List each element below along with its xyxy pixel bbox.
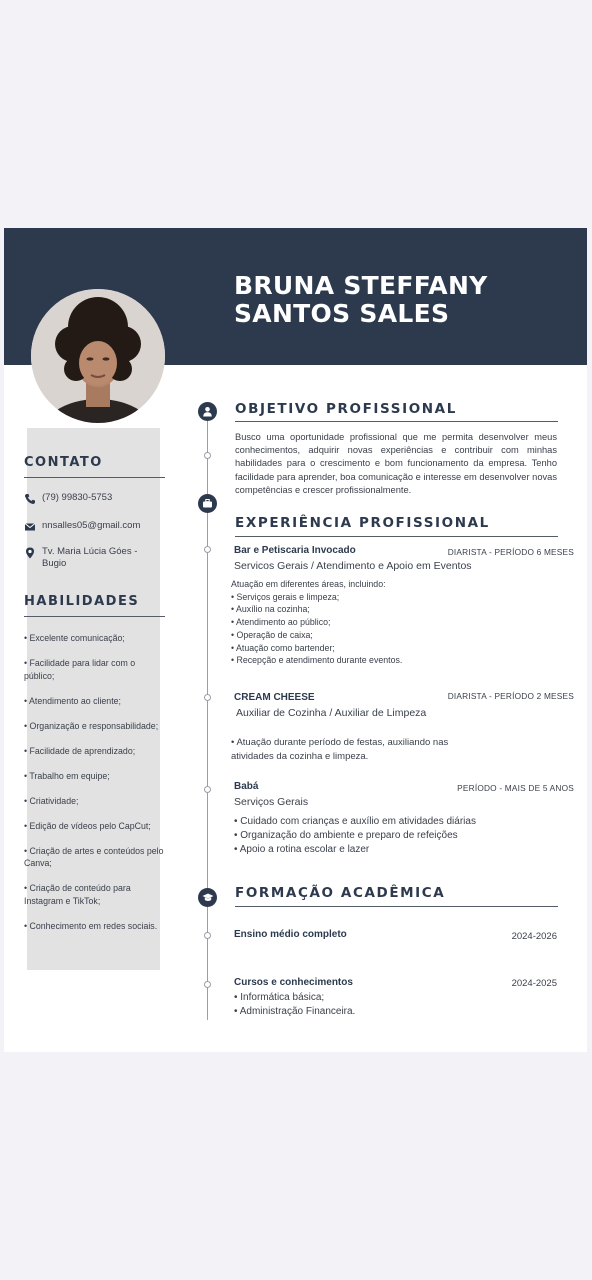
contact-heading: CONTATO [24, 455, 103, 470]
job-item: • Atuação durante período de festas, auxiliando nas [231, 737, 449, 748]
education-item: • Administração Financeira. [234, 1006, 356, 1017]
job-2-items [231, 736, 448, 764]
skill-item: • Trabalho em equipe; [24, 770, 110, 781]
skill-item: • Criatividade; [24, 795, 79, 806]
job-item: • Recepção e atendimento durante eventos. [231, 655, 403, 666]
timeline-dot [204, 452, 211, 459]
skills-rule [24, 616, 165, 617]
email-text: nnsalles05@gmail.com [42, 520, 141, 531]
candidate-name [234, 272, 488, 328]
job-item: • Auxílio na cozinha; [231, 604, 310, 615]
education-2-items [234, 991, 355, 1019]
contact-rule [24, 477, 165, 478]
resume-page [4, 228, 587, 1052]
job-item: • Atendimento ao público; [231, 617, 331, 628]
phone-text: (79) 99830-5753 [42, 492, 113, 503]
name-line-1: BRUNA STEFFANY [234, 271, 488, 300]
person-icon [198, 402, 217, 421]
location-pin-icon [24, 547, 36, 559]
education-1-years: 2024-2026 [511, 931, 557, 942]
email-icon [24, 521, 36, 533]
job-item: • Organização do ambiente e preparo de refeições [234, 830, 458, 841]
skill-item: • Conhecimento em redes sociais. [24, 920, 158, 931]
timeline-dot [204, 981, 211, 988]
job-1-period: DIARISTA - PERÍODO 6 MESES [447, 547, 574, 557]
objective-title: OBJETIVO PROFISSIONAL [235, 401, 457, 417]
skill-item: • Criação de artes e conteúdos pelo Canva; [24, 845, 164, 868]
timeline-dot [204, 932, 211, 939]
address-text [42, 546, 137, 570]
skill-item: • Facilidade para lidar com o público; [24, 658, 136, 681]
job-3-items [234, 815, 476, 857]
briefcase-icon [198, 494, 217, 513]
skills-list [24, 632, 164, 945]
address-line-2: Bugio [42, 558, 67, 569]
job-item: • Cuidado com crianças e auxílio em atividades diárias [234, 816, 476, 827]
graduation-cap-icon [198, 888, 217, 907]
job-item: • Serviços gerais e limpeza; [231, 591, 340, 602]
objective-text: Busco uma oportunidade profissional que me permita desenvolver meus conhecimentos, adquirir novas experiências e contribuir com minhas habilidades para o crescimento e bom funcionamento da empresa. Tenho facilidade para aprender, boa comunicação e interesse em desenvolver novas competências e crescer profissionalmente. [235, 432, 557, 495]
education-2-name: Cursos e conhecimentos [234, 977, 353, 988]
education-title: FORMAÇÃO ACADÊMICA [235, 885, 446, 901]
skill-item: • Atendimento ao cliente; [24, 695, 121, 706]
job-3-name: Babá [234, 781, 259, 792]
education-item: • Informática básica; [234, 992, 325, 1003]
skill-item: • Criação de conteúdo para Instagram e TikTok; [24, 883, 131, 906]
profile-photo [31, 289, 165, 423]
job-item: • Apoio a rotina escolar e lazer [234, 844, 370, 855]
education-rule [235, 906, 558, 907]
job-2-period: DIARISTA - PERÍODO 2 MESES [447, 691, 574, 701]
job-3-role: Serviços Gerais [234, 796, 309, 808]
experience-title: EXPERIÊNCIA PROFISSIONAL [235, 515, 490, 531]
timeline-dot [204, 546, 211, 553]
contact-address [24, 546, 137, 570]
experience-rule [235, 536, 558, 537]
skill-item: • Excelente comunicação; [24, 633, 125, 643]
address-line-1: Tv. Maria Lúcia Góes - [42, 546, 138, 557]
job-2-role: Auxiliar de Cozinha / Auxiliar de Limpeza [236, 707, 427, 719]
timeline-dot [204, 786, 211, 793]
education-2-years: 2024-2025 [511, 978, 557, 989]
job-item: Atuação em diferentes áreas, incluindo: [231, 579, 386, 589]
skill-item: • Facilidade de aprendizado; [24, 745, 136, 756]
timeline-dot [204, 694, 211, 701]
objective-rule [235, 421, 558, 422]
phone-icon [24, 493, 36, 505]
job-1-role: Servicos Gerais / Atendimento e Apoio em Eventos [234, 560, 472, 572]
job-1-items [231, 578, 402, 667]
job-1-name: Bar e Petiscaria Invocado [234, 545, 356, 556]
job-item: atividades da cozinha e limpeza. [231, 751, 369, 762]
skill-item: • Edição de vídeos pelo CapCut; [24, 820, 151, 831]
job-2-name: CREAM CHEESE [234, 692, 315, 703]
contact-email [24, 520, 140, 533]
name-line-2: SANTOS SALES [234, 299, 450, 328]
skill-item: • Organização e responsabilidade; [24, 720, 159, 731]
skills-heading: HABILIDADES [24, 594, 140, 609]
job-item: • Atuação como bartender; [231, 642, 335, 653]
contact-phone [24, 492, 112, 505]
education-1-name: Ensino médio completo [234, 929, 347, 940]
job-item: • Operação de caixa; [231, 629, 313, 640]
job-3-period: PERÍODO - MAIS DE 5 ANOS [457, 783, 574, 793]
